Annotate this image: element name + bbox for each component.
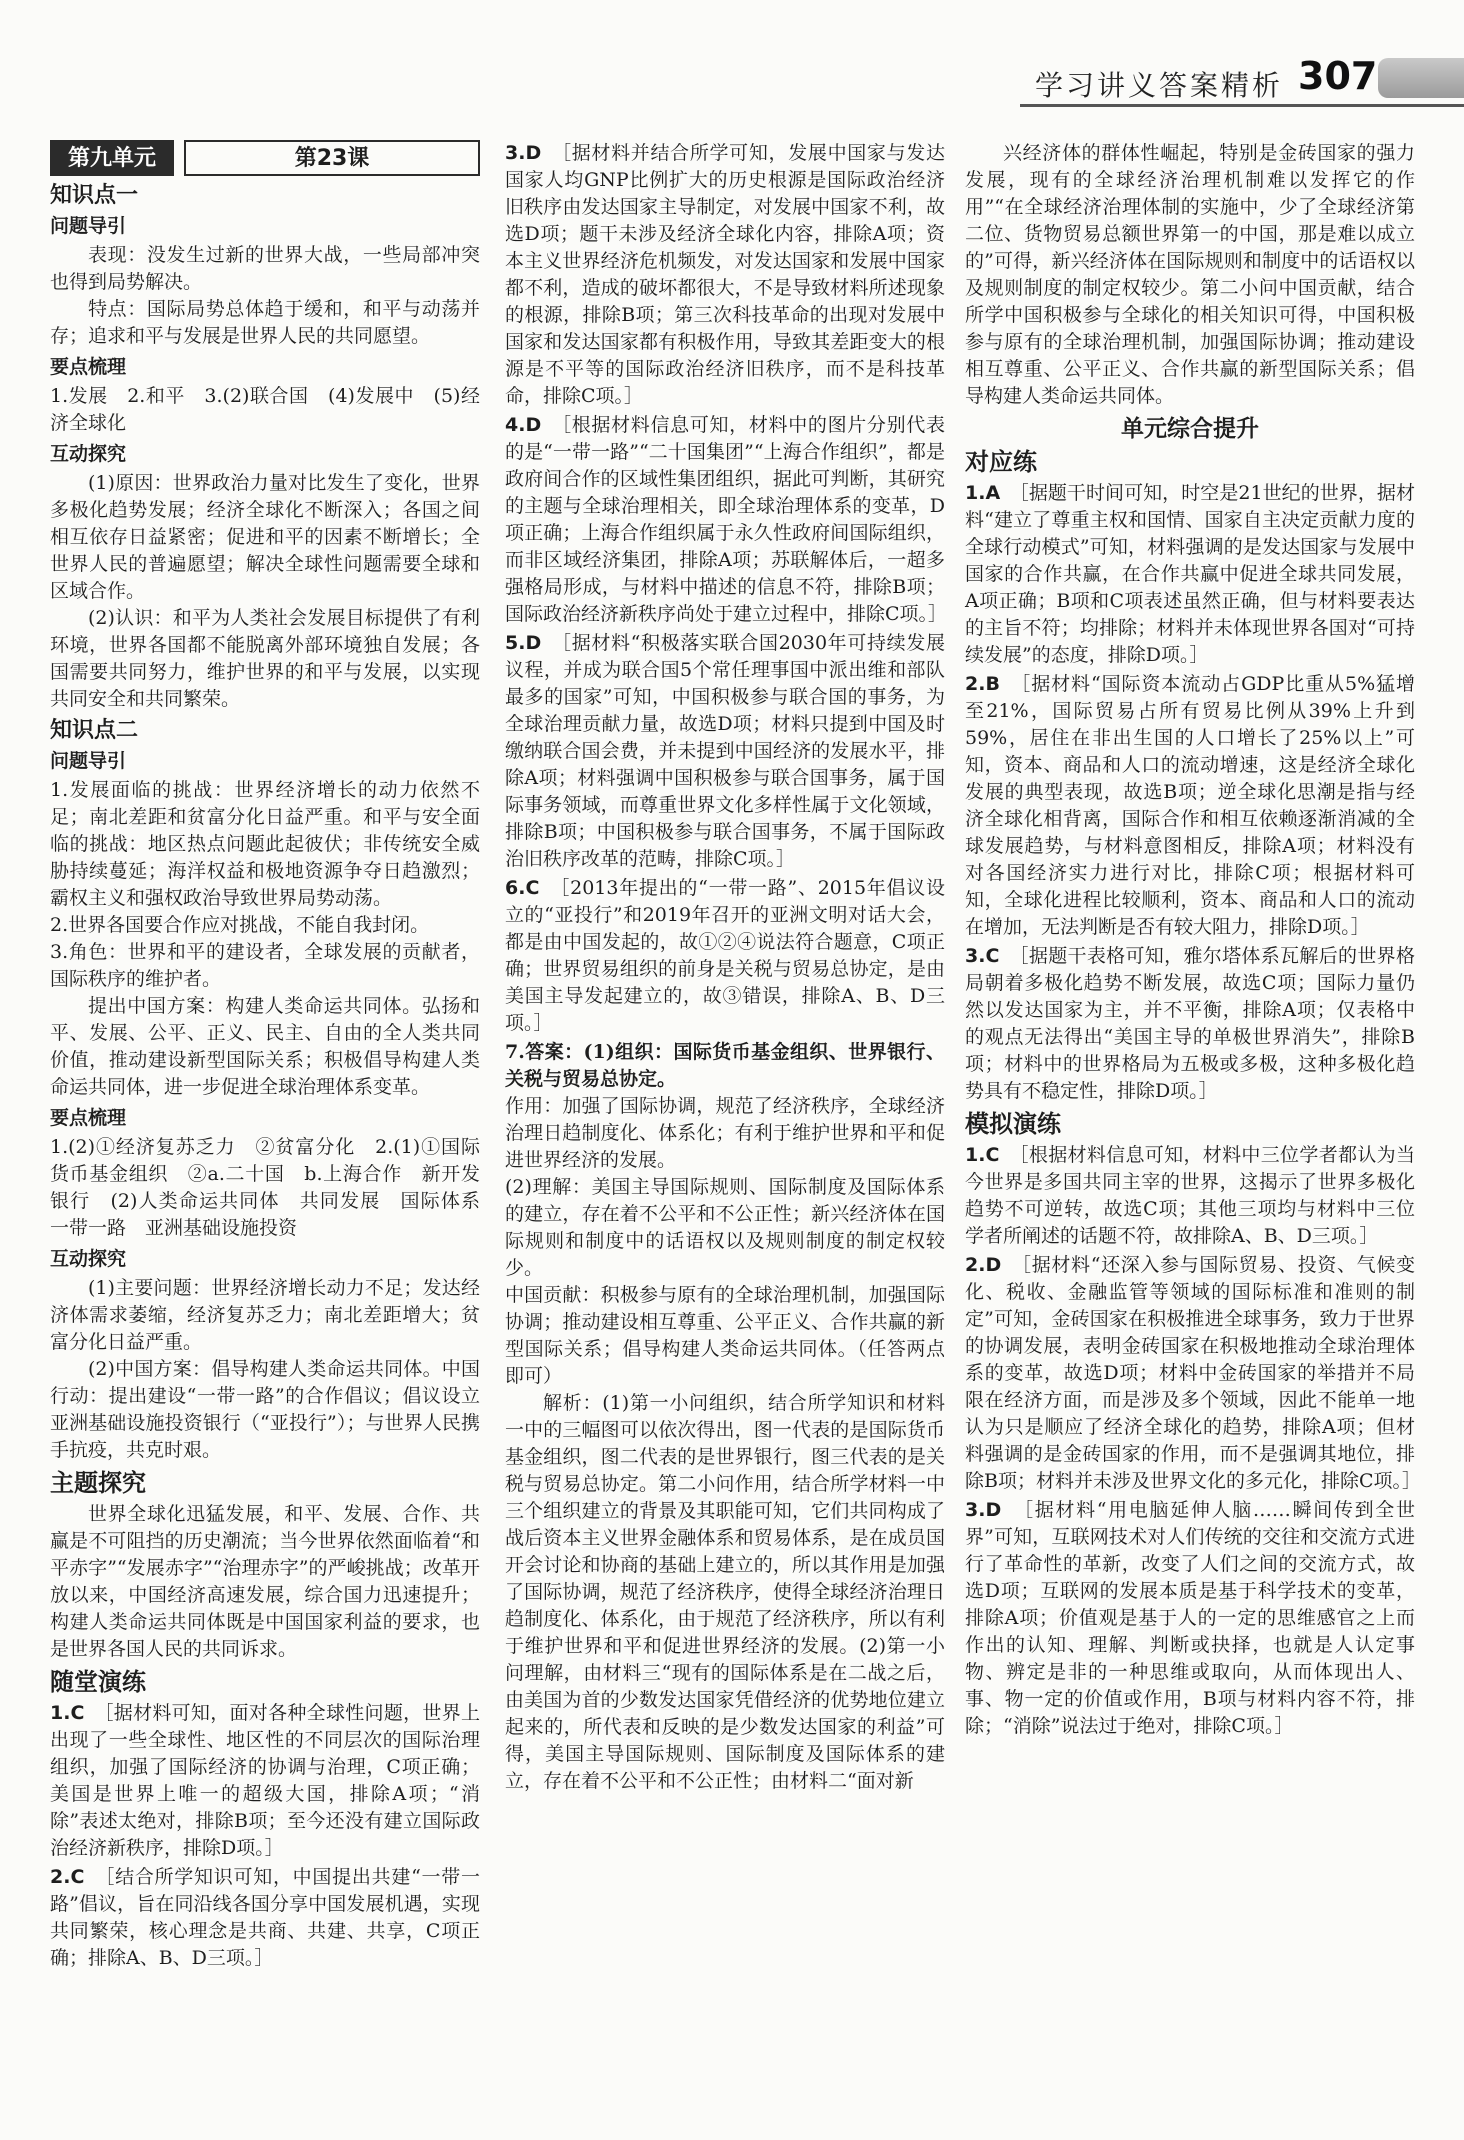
column-1 (50, 140, 500, 2120)
page-header (0, 0, 1464, 120)
answer-number: 1.C (50, 1702, 85, 1724)
kp2-points-title: 要点梳理 (50, 1107, 127, 1129)
answer-text: ［据题干表格可知，雅尔塔体系瓦解后的世界格局朝着多极化趋势不断发展，故选C项；国际力量仍然以发达国家为主，并不平衡，排除A项；仅表格中的观点无法得出“美国主导的单极世界消失”，排除B项；材料中的世界格局为五极或多极，这种多极化趋势具有不稳定性，排除D项。］ (965, 945, 1415, 1102)
answer-text: ［据材料“还深入参与国际贸易、投资、气候变化、税收、金融监管等领域的国际标准和准则的制定”可知，金砖国家在积极推进全球事务，致力于世界的协调发展，表明金砖国家在积极地推动全球治理体系的变革，故选D项；材料中金砖国家的举措并不局限在经济方面，而是涉及多个领域，因此不能单一地认为只是顺应了经济全球化的趋势，排除A项；但材料强调的是金砖国家的作用，而不是强调其地位，排除B项；材料并未涉及世界文化的多元化，排除C项。］ (965, 1254, 1422, 1492)
answer-item (505, 412, 948, 628)
answer-number: 2.C (50, 1866, 85, 1888)
header-title: 学习讲义答案精析 (1035, 69, 1284, 102)
page-number: 307 (1298, 54, 1378, 98)
header-rule (1020, 104, 1464, 107)
column-3 (965, 140, 1422, 2120)
practice-item (50, 1864, 480, 1972)
kp1-interact-text: (2)认识：和平为人类社会发展目标提供了有利环境，世界各国都不能脱离外部环境独自发展；各国需要共同努力，维护世界的和平与发展，以实现共同安全和共同繁荣。 (50, 607, 480, 710)
answer-item (505, 140, 945, 410)
kp1-guide-title: 问题导引 (50, 215, 127, 237)
kp1-points-text: 1.发展 2.和平 3.(2)联合国 (4)发展中 (5)经济全球化 (50, 385, 480, 434)
answer-number: 1.C (965, 1144, 1000, 1166)
q7-answer-text: 中国贡献：积极参与原有的全球治理机制，加强国际协调；推动建设相互尊重、公平正义、合作共赢的新型国际关系；倡导构建人类命运共同体。（任答两点即可） (505, 1284, 945, 1387)
kp1-interact-title: 互动探究 (50, 443, 127, 465)
column-2 (505, 140, 948, 2120)
practice-title: 随堂演练 (50, 1668, 146, 1696)
answer-text: ［据题干时间可知，时空是21世纪的世界，据材料“建立了尊重主权和国情、国家自主决定贡献力度的全球行动模式”可知，材料强调的是发达国家与发展中国家的合作共赢，在合作共赢中促进全球共同发展，A项正确；B项和C项表述虽然正确，但与材料要表达的主旨不符；均排除；材料并未体现世界各国对“可持续发展”的态度，排除D项。］ (965, 482, 1415, 666)
answer-text: ［据材料“积极落实联合国2030年可持续发展议程，并成为联合国5个常任理事国中派出维和部队最多的国家”可知，中国积极参与联合国的事务，为全球治理贡献力量，故选D项；材料只提到中国及时缴纳联合国会费，并未提到中国经济的发展水平，排除A项；材料强调中国积极参与联合国事务，属于国际事务领域，而尊重世界文化多样性属于文化领域，排除B项；中国积极参与联合国事务，不属于国际政治旧秩序改革的范畴，排除C项。］ (505, 632, 945, 870)
kp1-interact-text: (1)原因：世界政治力量对比发生了变化，世界多极化趋势发展；经济全球化不断深入；各国之间相互依存日益紧密；促进和平的因素不断增长；全世界人民的普遍愿望；解决全球性问题需要全球和区域合作。 (50, 472, 480, 602)
answer-number: 2.D (965, 1254, 1002, 1276)
answer-number: 3.D (505, 142, 542, 164)
answer-text: ［据材料并结合所学可知，发展中国家与发达国家人均GNP比例扩大的历史根源是国际政治经济旧秩序由发达国家主导制定，对发展中国家不利，故选D项；题干未涉及经济全球化内容，排除A项；资本主义世界经济危机频发，对发达国家和发展中国家都不利，造成的破坏都很大，不是导致材料所述现象的根源，排除B项；第三次科技革命的出现对发展中国家和发达国家都有积极作用，导致其差距变大的根源是不平等的国际政治经济旧秩序，而不是科技革命，排除C项。］ (505, 142, 945, 407)
kp2-points-text: 1.(2)①经济复苏乏力 ②贫富分化 2.(1)①国际货币基金组织 ②a.二十国 b.上海合作 新开发银行 (2)人类命运共同体 共同发展 国际体系 一带一路 亚洲基础设施投资 (50, 1136, 500, 1239)
kp2-guide-text: 2.世界各国要合作应对挑战，不能自我封闭。 (50, 914, 430, 936)
lesson-label: 第23课 (184, 140, 480, 176)
answer-number: 4.D (505, 414, 542, 436)
kp2-guide-title: 问题导引 (50, 750, 127, 772)
kp2-guide-text: 3.角色：世界和平的建设者，全球发展的贡献者，国际秩序的维护者。 (50, 941, 480, 990)
answer-item (965, 943, 1415, 1105)
answer-number: 6.C (505, 877, 540, 899)
answer-number: 3.C (965, 945, 1000, 967)
answer-item (965, 1142, 1415, 1250)
answer-item (965, 480, 1415, 669)
answer-item (965, 1497, 1415, 1740)
kp2-interact-text: (1)主要问题：世界经济增长动力不足；发达经济体需求萎缩，经济复苏乏力；南北差距增大；贫富分化日益严重。 (50, 1277, 480, 1353)
kp1-guide-text: 特点：国际局势总体趋于缓和，和平与动荡并存；追求和平与发展是世界人民的共同愿望。 (50, 298, 480, 347)
answer-text: ［2013年提出的“一带一路”、2015年倡议设立的“亚投行”和2019年召开的亚洲文明对话大会，都是由中国发起的，故①②④说法符合题意，C项正确；世界贸易组织的前身是关税与贸易总协定，是由美国主导发起建立的，故③错误，排除A、B、D三项。］ (505, 877, 945, 1034)
answer-text: ［据材料可知，面对各种全球性问题，世界上出现了一些全球性、地区性的不同层次的国际治理组织，加强了国际经济的协调与治理，C项正确；美国是世界上唯一的超级大国，排除A项；“消除”表述太绝对，排除B项；至今还没有建立国际政治经济新秩序，排除D项。］ (50, 1702, 480, 1859)
kp2-interact-text: (2)中国方案：倡导构建人类命运共同体。中国行动：提出建设“一带一路”的合作倡议；倡议设立亚洲基础设施投资银行（“亚投行”）；与世界人民携手抗疫，共克时艰。 (50, 1358, 480, 1461)
answer-number: 3.D (965, 1499, 1002, 1521)
kp2-title: 知识点二 (50, 718, 139, 743)
kp1-points-title: 要点梳理 (50, 356, 127, 378)
answer-text: ［根据材料信息可知，材料中三位学者都认为当今世界是多国共同主宰的世界，这揭示了世界多极化趋势不可逆转，故选C项；其他三项均与材料中三位学者所阐述的话题不符，故排除A、B、D三项。］ (965, 1144, 1415, 1247)
theme-title: 主题探究 (50, 1469, 146, 1497)
q7-analysis-continued: 兴经济体的群体性崛起，特别是金砖国家的强力发展，现有的全球经济治理机制难以发挥它的作用”“在全球经济治理体制的实施中，少了全球经济第二位、货物贸易总额世界第一的中国，那是难以成立的”可得，新兴经济体在国际规则和制度中的话语权以及规则制度的制定权较少。第二小问中国贡献，结合所学中国积极参与全球化的相关知识可得，中国积极参与原有的全球治理机制，加强国际协调；推动建设相互尊重、公平正义、合作共赢的新型国际关系；倡导构建人类命运共同体。 (965, 142, 1415, 407)
kp2-guide-text: 提出中国方案：构建人类命运共同体。弘扬和平、发展、公平、正义、民主、自由的全人类共同价值，推动建设新型国际关系；积极倡导构建人类命运共同体，进一步促进全球治理体系变革。 (50, 995, 480, 1098)
kp2-guide-text: 1.发展面临的挑战：世界经济增长的动力依然不足；南北差距和贫富分化日益严重。和平与安全面临的挑战：地区热点问题此起彼伏；非传统安全威胁持续蔓延；海洋权益和极地资源争夺日趋激烈；霸权主义和强权政治导致世界局势动荡。 (50, 779, 480, 909)
kp1-title: 知识点一 (50, 183, 139, 208)
answer-item (505, 875, 945, 1037)
unit-review-title: 单元综合提升 (1121, 416, 1259, 442)
unit-label: 第九单元 (50, 140, 174, 176)
practice-item (50, 1700, 480, 1862)
answer-text: ［据材料“国际资本流动占GDP比重从5%猛增至21%，国际贸易占所有贸易比例从39%上升到59%，居住在非出生国的人口增长了25%以上”可知，资本、商品和人口的流动增速，这是经济全球化发展的典型表现，故选B项；逆全球化思潮是指与经济全球化相背离，国际合作和相互依赖逐渐消减的全球发展趋势，与材料意图相反，排除A项；材料没有对各国经济实力进行对比，排除C项；根据材料可知，全球化进程比较顺利，资本、商品和人口的流动在增加，无法判断是否有较大阻力，排除D项。］ (965, 673, 1415, 938)
q7-analysis-text: 解析：(1)第一小问组织，结合所学知识和材料一中的三幅图可以依次得出，图一代表的是国际货币基金组织，图二代表的是世界银行，图三代表的是关税与贸易总协定。第二小问作用，结合所学材料一中三个组织建立的背景及其职能可知，它们共同构成了战后资本主义世界金融体系和贸易体系，是在成员国开会讨论和协商的基础上建立的，所以其作用是加强了国际协调，规范了经济秩序，使得全球经济治理日趋制度化、体系化，由于规范了经济秩序，所以有利于维护世界和平和促进世界经济的发展。(2)第一小问理解，由材料三“现有的国际体系是在二战之后，由美国为首的少数发达国家凭借经济的优势地位建立起来的，所代表和反映的是少数发达国家的利益”可得，美国主导国际规则、国际制度及国际体系的建立，存在着不公平和不公正性；由材料二“面对新 (505, 1392, 945, 1792)
q7-answer-text: 作用：加强了国际协调，规范了经济秩序，全球经济治理日趋制度化、体系化；有利于维护世界和平和促进世界经济的发展。 (505, 1095, 945, 1171)
theme-text: 世界全球化迅猛发展，和平、发展、合作、共赢是不可阻挡的历史潮流；当今世界依然面临着“和平赤字”“发展赤字”“治理赤字”的严峻挑战；改革开放以来，中国经济高速发展，综合国力迅速提升；构建人类命运共同体既是中国国家利益的要求，也是世界各国人民的共同诉求。 (50, 1503, 480, 1660)
q7-answer-text: (2)理解：美国主导国际规则、国际制度及国际体系的建立，存在着不公平和不公正性；新兴经济体在国际规则和制度中的话语权以及规则制度的制定权较少。 (505, 1176, 945, 1279)
q7-answer-text: 7.答案：(1)组织：国际货币基金组织、世界银行、关税与贸易总协定。 (505, 1041, 945, 1090)
kp2-interact-title: 互动探究 (50, 1248, 127, 1270)
unit-lesson-bar (50, 140, 480, 176)
simulation-practice-title: 模拟演练 (965, 1110, 1061, 1138)
page-tab-decoration (1378, 58, 1464, 98)
answer-number: 2.B (965, 673, 1000, 695)
answer-text: ［根据材料信息可知，材料中的图片分别代表的是“一带一路”“二十国集团”“上海合作组织”，都是政府间合作的区域性集团组织，据此可判断，其研究的主题与全球治理相关，即全球治理体系的变革，D项正确；上海合作组织属于永久性政府间国际组织，而非区域经济集团，排除A项；苏联解体后，一超多强格局形成，与材料中描述的信息不符，排除B项；国际政治经济新秩序尚处于建立过程中，排除C项。］ (505, 414, 948, 625)
kp1-guide-text: 表现：没发生过新的世界大战，一些局部冲突也得到局势解决。 (50, 244, 480, 293)
answer-number: 5.D (505, 632, 542, 654)
answer-item (505, 630, 945, 873)
answer-item (965, 1252, 1422, 1495)
match-practice-title: 对应练 (965, 448, 1037, 476)
answer-text: ［据材料“用电脑延伸人脑……瞬间传到全世界”可知，互联网技术对人们传统的交往和交流方式进行了革命性的革新，改变了人们之间的交流方式，故选D项；互联网的发展本质是基于科学技术的变革，排除A项；价值观是基于人的一定的思维感官之上而作出的认知、理解、判断或抉择，也就是人认定事物、辨定是非的一种思维或取向，从而体现出人、事、物一定的价值或作用，B项与材料内容不符，排除；“消除”说法过于绝对，排除C项。］ (965, 1499, 1415, 1737)
answer-text: ［结合所学知识可知，中国提出共建“一带一路”倡议，旨在同沿线各国分享中国发展机遇，实现共同繁荣，核心理念是共商、共建、共享，C项正确；排除A、B、D三项。］ (50, 1866, 480, 1969)
answer-item (965, 671, 1415, 941)
answer-number: 1.A (965, 482, 1001, 504)
